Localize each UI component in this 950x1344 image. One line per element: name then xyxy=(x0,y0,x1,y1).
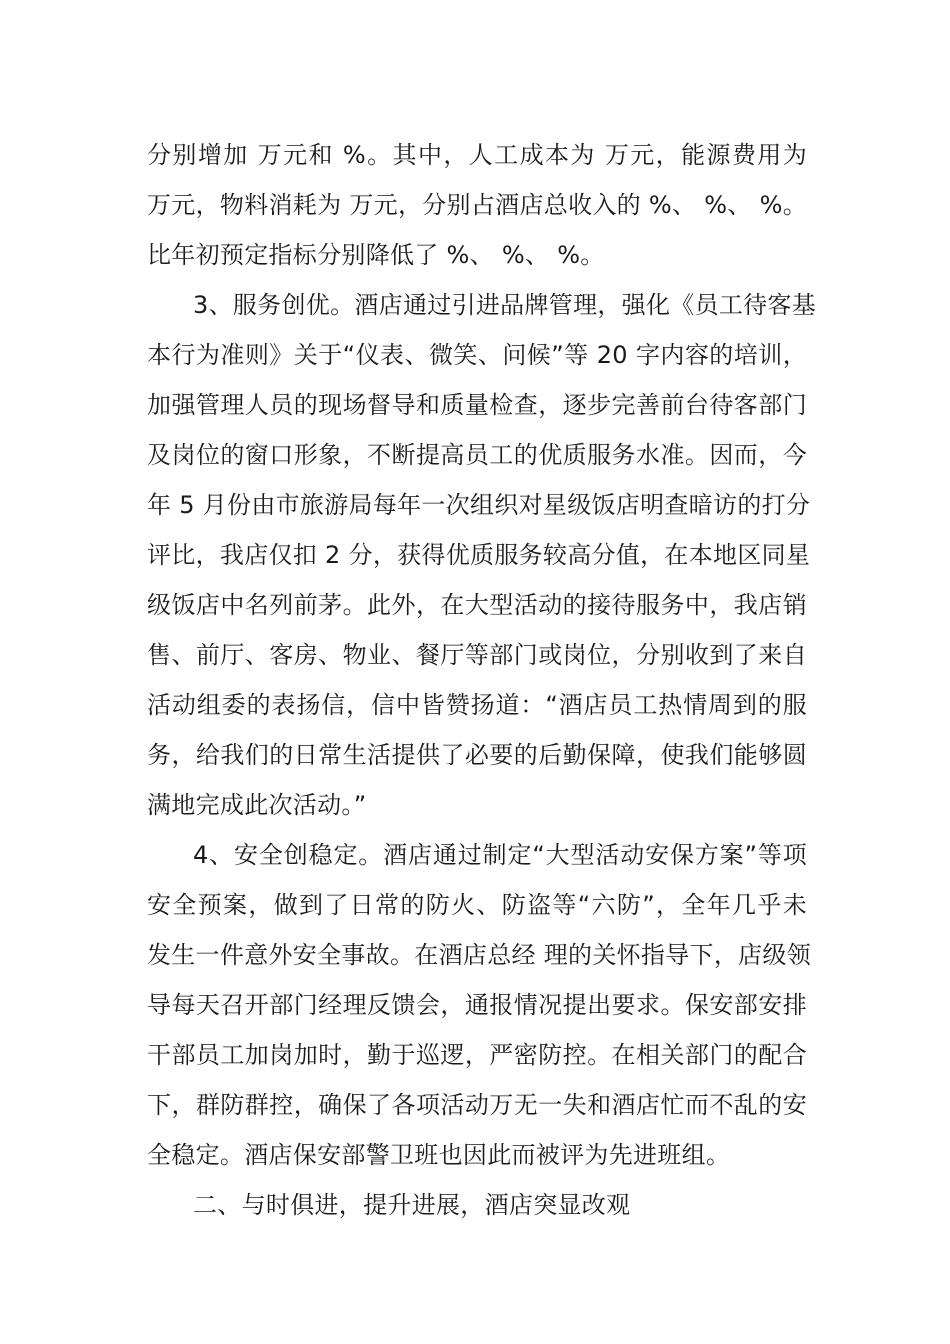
text-line: 及岗位的窗口形象，不断提高员工的优质服务水准。因而，今 xyxy=(147,441,807,469)
text-line: 发生一件意外安全事故。在酒店总经 理的关怀指导下，店级领 xyxy=(147,941,812,969)
text-line: 干部员工加岗加时，勤于巡逻，严密防控。在相关部门的配合 xyxy=(147,1041,807,1069)
body-text xyxy=(147,130,817,1230)
text-line: 本行为准则》关于“仪表、微笑、问候”等 20 字内容的培训， xyxy=(147,341,807,369)
text-line: 下，群防群控，确保了各项活动万无一失和酒店忙而不乱的安 xyxy=(147,1091,807,1119)
text-line: 4、安全创稳定。酒店通过制定“大型活动安保方案”等项 xyxy=(193,841,807,869)
text-line: 3、服务创优。酒店通过引进品牌管理，强化《员工待客基 xyxy=(193,291,817,319)
text-line: 务，给我们的日常生活提供了必要的后勤保障，使我们能够圆 xyxy=(147,741,807,769)
text-line: 分别增加 万元和 %。其中，人工成本为 万元，能源费用为 xyxy=(147,141,807,169)
text-line: 全稳定。酒店保安部警卫班也因此而被评为先进班组。 xyxy=(147,1141,731,1169)
text-line: 年 5 月份由市旅游局每年一次组织对星级饭店明查暗访的打分 xyxy=(147,491,811,519)
text-line: 满地完成此次活动。” xyxy=(147,791,367,819)
text-line: 安全预案，做到了日常的防火、防盗等“六防”，全年几乎未 xyxy=(147,891,807,919)
text-line: 二、与时俱进，提升进展，酒店突显改观 xyxy=(193,1191,631,1219)
text-line: 万元，物料消耗为 万元，分别占酒店总收入的 %、 %、 %。 xyxy=(147,191,807,219)
text-line: 导每天召开部门经理反馈会，通报情况提出要求。保安部安排 xyxy=(147,991,807,1019)
text-line: 活动组委的表扬信，信中皆赞扬道：“酒店员工热情周到的服 xyxy=(147,691,807,719)
text-line: 评比，我店仅扣 2 分，获得优质服务较高分值，在本地区同星 xyxy=(147,541,811,569)
text-line: 售、前厅、客房、物业、餐厅等部门或岗位，分别收到了来自 xyxy=(147,641,807,669)
text-line: 加强管理人员的现场督导和质量检查，逐步完善前台待客部门 xyxy=(147,391,807,419)
text-line: 级饭店中名列前茅。此外，在大型活动的接待服务中，我店销 xyxy=(147,591,807,619)
text-line: 比年初预定指标分别降低了 %、 %、 %。 xyxy=(147,241,605,269)
